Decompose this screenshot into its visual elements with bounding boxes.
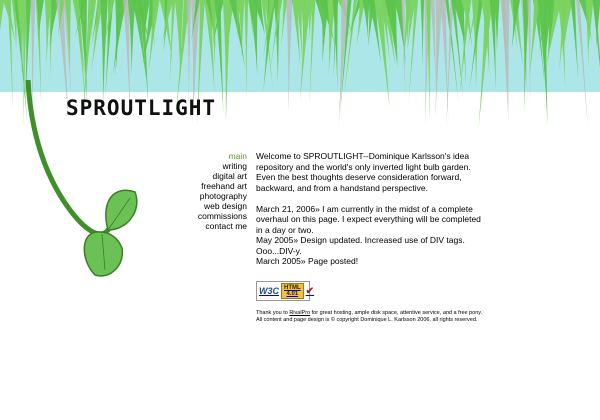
footer-thanks	[256, 310, 486, 317]
sprout-stem	[28, 80, 108, 234]
footer-thanks-and: and	[442, 310, 452, 316]
footer-thanks-suffix: for great hosting, ample disk space, attentive service,	[310, 310, 443, 316]
nav-link-digital-art[interactable]: digital art	[212, 171, 247, 181]
check-icon: ✔	[305, 285, 315, 297]
nav-item-web-design[interactable]	[170, 201, 247, 211]
nav-item-main[interactable]	[170, 151, 247, 161]
nav-link-commissions[interactable]: commissions	[197, 211, 247, 221]
w3c-html-valid-badge[interactable]	[256, 281, 315, 301]
main-content	[256, 151, 486, 267]
intro-paragraph: Welcome to SPROUTLIGHT--Dominique Karlsson's idea repository and the world's only inverted light bulb garden. Even the best thoughts deserve consideration forward, backward, and from a handstand perspective.	[256, 151, 471, 193]
html-version-label	[281, 283, 304, 299]
host-link[interactable]: RivalPro	[289, 310, 311, 316]
update-entry: March 21, 2006» I am currently in the midst of a complete overhaul on this page. I expect everything will be completed in a day or two.	[256, 203, 481, 235]
html-label: HTML	[284, 285, 301, 291]
w3c-logo: W3C	[259, 286, 279, 296]
nav-item-digital-art[interactable]	[170, 171, 247, 181]
nav-link-web-design[interactable]: web design	[203, 201, 247, 211]
nav-link-freehand-art[interactable]: freehand art	[201, 181, 247, 191]
update-entry: May 2005» Design updated. Increased use of DIV tags. Ooo...DIV-y.	[256, 235, 465, 256]
nav-item-freehand-art[interactable]	[170, 181, 247, 191]
nav-item-contact-me[interactable]	[170, 221, 247, 231]
nav-link-photography[interactable]: photography	[199, 191, 247, 201]
sprout-illustration	[0, 80, 160, 290]
nav-link-contact-me[interactable]: contact me	[205, 221, 247, 231]
nav-link-writing[interactable]: writing	[222, 161, 247, 171]
copyright-text: All content and page design is © copyright Dominique L. Karlsson 2006, all rights reserved.	[256, 317, 478, 323]
nav-item-photography[interactable]	[170, 191, 247, 201]
footer-thanks-prefix: Thank you to	[256, 310, 290, 316]
nav-link-main[interactable]: main	[228, 151, 247, 161]
main-nav	[170, 151, 247, 231]
html-version: 4.01	[286, 291, 299, 297]
footer	[256, 310, 486, 324]
nav-item-writing[interactable]	[170, 161, 247, 171]
footer-thanks-end: a free pony.	[452, 310, 483, 316]
update-entry: March 2005» Page posted!	[256, 256, 359, 266]
site-title: SPROUTLIGHT	[66, 96, 217, 120]
nav-item-commissions[interactable]	[170, 211, 247, 221]
